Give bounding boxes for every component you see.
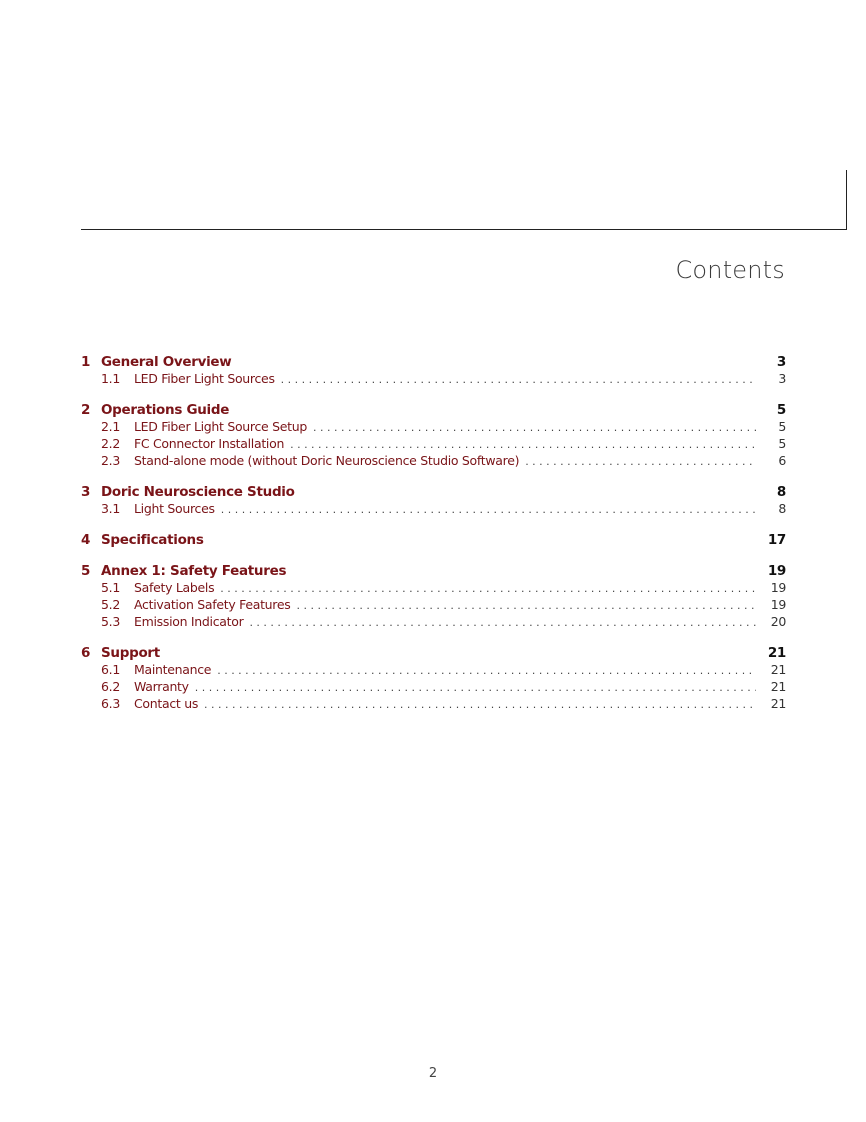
dot-leader: [249, 616, 756, 629]
toc-chapter: [81, 402, 786, 470]
section-title: Maintenance: [134, 662, 212, 677]
section-page-number: 19: [770, 580, 786, 595]
section-page-number: 21: [770, 662, 786, 677]
section-title: Warranty: [134, 679, 189, 694]
dot-leader: [217, 664, 756, 677]
toc-section-link[interactable]: [81, 501, 786, 518]
dot-leader: [221, 503, 756, 516]
toc-section-link[interactable]: [81, 597, 786, 614]
chapter-title: Doric Neuroscience Studio: [101, 484, 295, 500]
section-page-number: 8: [778, 501, 786, 516]
chapter-page-number: 19: [767, 563, 786, 579]
toc-chapter: [81, 354, 786, 388]
chapter-number: 3: [81, 484, 91, 500]
section-page-number: 21: [770, 696, 786, 711]
page-title: Contents: [675, 256, 785, 284]
section-page-number: 6: [778, 453, 786, 468]
dot-leader: [313, 421, 756, 434]
chapter-page-number: 8: [776, 484, 786, 500]
chapter-number: 4: [81, 532, 91, 548]
section-title: Stand-alone mode (without Doric Neuroscience Studio Software): [134, 453, 520, 468]
section-title: LED Fiber Light Sources: [134, 371, 275, 386]
chapter-title: Specifications: [101, 532, 204, 548]
chapter-number: 1: [81, 354, 91, 370]
section-title: Activation Safety Features: [134, 597, 291, 612]
section-number: 3.1: [101, 501, 120, 516]
toc-chapter-link[interactable]: [81, 354, 786, 371]
toc-chapter: [81, 645, 786, 713]
toc-section-link[interactable]: [81, 436, 786, 453]
toc-chapter-link[interactable]: [81, 402, 786, 419]
section-number: 6.2: [101, 679, 120, 694]
header-rule: [81, 229, 847, 230]
toc-chapter: [81, 532, 786, 549]
section-page-number: 5: [778, 436, 786, 451]
chapter-number: 6: [81, 645, 91, 661]
toc-chapter-link[interactable]: [81, 563, 786, 580]
toc-section-link[interactable]: [81, 580, 786, 597]
dot-leader: [525, 455, 756, 468]
chapter-page-number: 21: [767, 645, 786, 661]
section-number: 2.2: [101, 436, 120, 451]
section-page-number: 19: [770, 597, 786, 612]
section-number: 5.3: [101, 614, 120, 629]
chapter-title: Support: [101, 645, 160, 661]
dot-leader: [195, 681, 756, 694]
section-number: 2.1: [101, 419, 120, 434]
dot-leader: [220, 582, 756, 595]
toc-chapter-link[interactable]: [81, 484, 786, 501]
toc-section-link[interactable]: [81, 696, 786, 713]
toc-chapter: [81, 563, 786, 631]
section-page-number: 20: [770, 614, 786, 629]
section-page-number: 21: [770, 679, 786, 694]
section-title: Safety Labels: [134, 580, 215, 595]
toc-chapter-link[interactable]: [81, 532, 786, 549]
page-number: 2: [428, 1066, 438, 1081]
toc-section-link[interactable]: [81, 679, 786, 696]
section-number: 5.2: [101, 597, 120, 612]
header-corner-rule: [846, 170, 847, 230]
section-title: LED Fiber Light Source Setup: [134, 419, 308, 434]
table-of-contents: [81, 354, 786, 727]
dot-leader: [290, 438, 756, 451]
toc-section-link[interactable]: [81, 371, 786, 388]
chapter-title: Operations Guide: [101, 402, 230, 418]
section-number: 6.1: [101, 662, 120, 677]
toc-section-link[interactable]: [81, 662, 786, 679]
toc-chapter-link[interactable]: [81, 645, 786, 662]
toc-section-link[interactable]: [81, 419, 786, 436]
section-page-number: 3: [778, 371, 786, 386]
section-page-number: 5: [778, 419, 786, 434]
chapter-page-number: 3: [776, 354, 786, 370]
section-title: Light Sources: [134, 501, 215, 516]
chapter-title: Annex 1: Safety Features: [101, 563, 287, 579]
chapter-number: 5: [81, 563, 91, 579]
toc-chapter: [81, 484, 786, 518]
section-number: 2.3: [101, 453, 120, 468]
chapter-page-number: 17: [767, 532, 786, 548]
chapter-page-number: 5: [776, 402, 786, 418]
toc-section-link[interactable]: [81, 453, 786, 470]
chapter-title: General Overview: [101, 354, 232, 370]
dot-leader: [281, 373, 756, 386]
section-number: 6.3: [101, 696, 120, 711]
section-title: Contact us: [134, 696, 199, 711]
section-number: 5.1: [101, 580, 120, 595]
section-number: 1.1: [101, 371, 120, 386]
toc-section-link[interactable]: [81, 614, 786, 631]
dot-leader: [296, 599, 756, 612]
section-title: Emission Indicator: [134, 614, 244, 629]
dot-leader: [204, 698, 756, 711]
section-title: FC Connector Installation: [134, 436, 285, 451]
chapter-number: 2: [81, 402, 91, 418]
